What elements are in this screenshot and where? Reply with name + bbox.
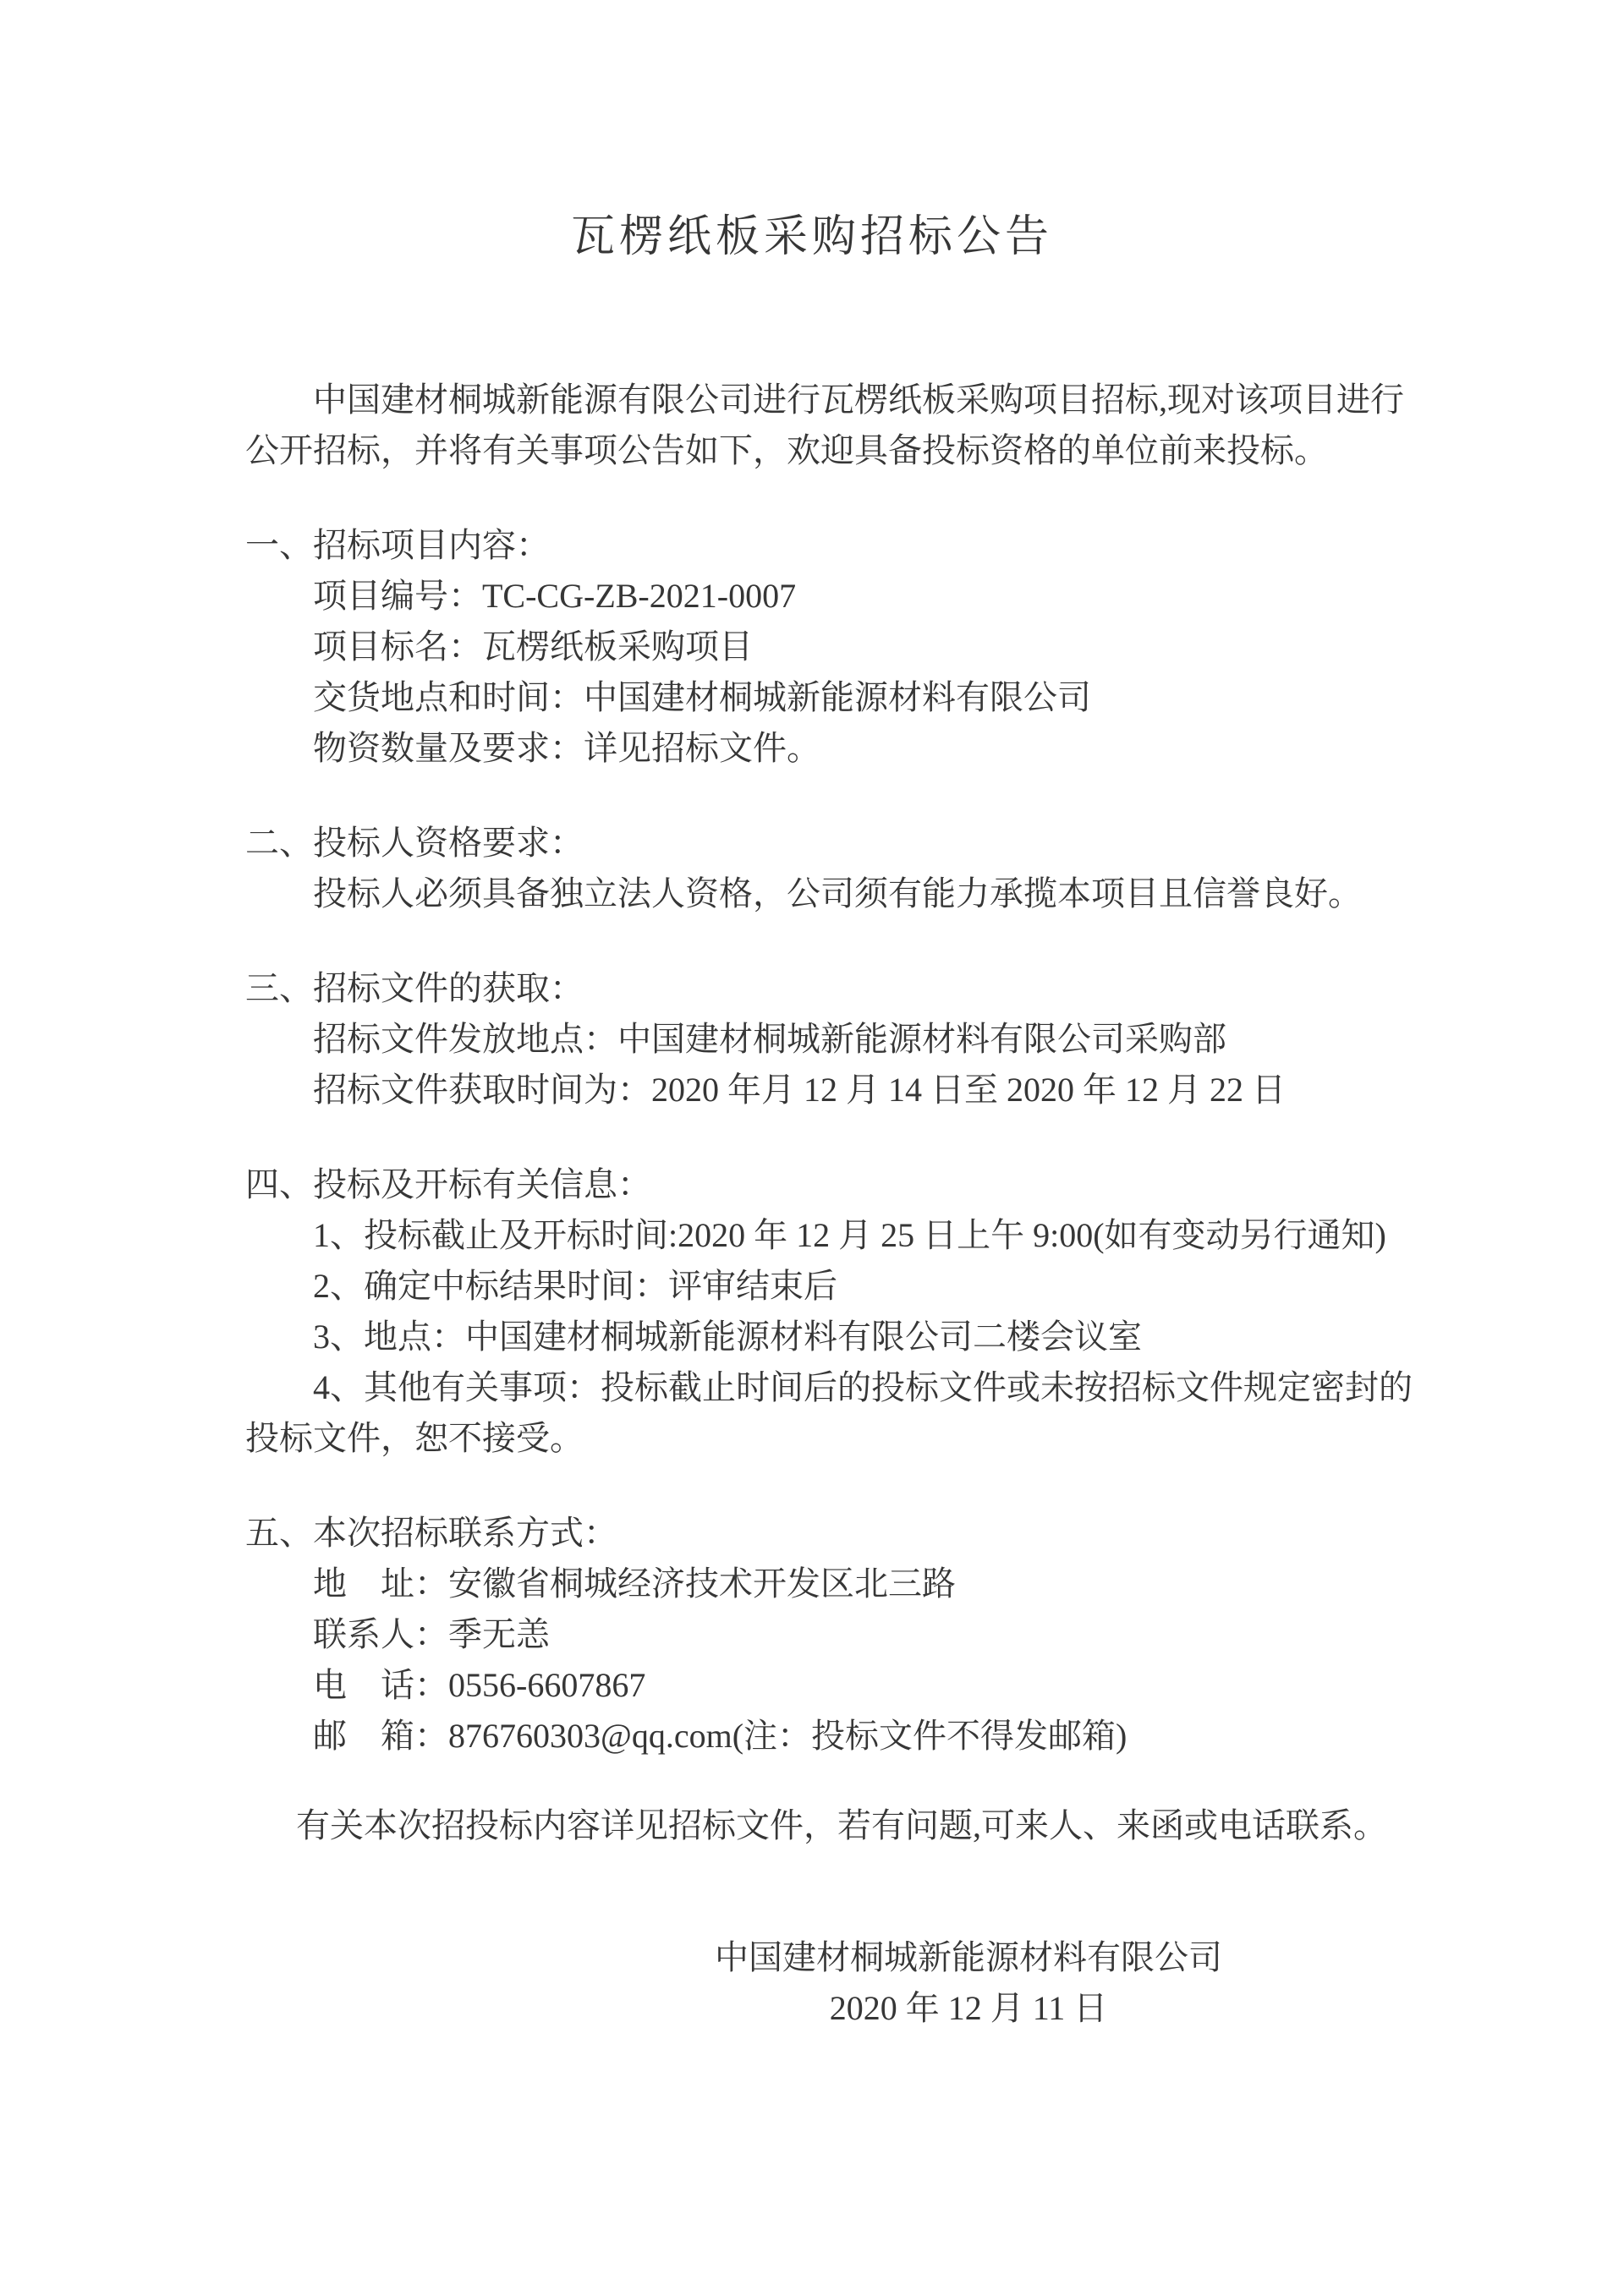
intro-line-2: 公开招标，并将有关事项公告如下，欢迎具备投标资格的单位前来投标。: [245, 431, 1328, 469]
material-quantity-line: 物资数量及要求：详见招标文件。: [313, 729, 820, 767]
section-5-heading: 五、本次招标联系方式：: [245, 1514, 617, 1552]
signature-company-name: 中国建材桐城新能源材料有限公司: [715, 1938, 1222, 1976]
other-matters-line-1: 4、其他有关事项：投标截止时间后的投标文件或未按招标文件规定密封的: [313, 1368, 1413, 1406]
closing-paragraph: [245, 1800, 1387, 1851]
section-bidder-qualification: [245, 818, 1379, 919]
qualification-requirement-line: 投标人必须具备独立法人资格，公司须有能力承揽本项目且信誉良好。: [313, 874, 1362, 912]
document-acquire-time-line: 招标文件获取时间为：2020 年月 12 月 14 日至 2020 年 12 月 22 日: [313, 1071, 1286, 1109]
section-bid-opening-info: [245, 1159, 1413, 1464]
section-4-heading: 四、投标及开标有关信息：: [245, 1165, 651, 1203]
section-document-acquisition: [245, 963, 1379, 1115]
contact-email-line: 邮 箱：876760303@qq.com(注：投标文件不得发邮箱): [313, 1717, 1127, 1755]
closing-line: 有关本次招投标内容详见招标文件，若有问题,可来人、来函或电话联系。: [296, 1806, 1387, 1844]
section-2-heading: 二、投标人资格要求：: [245, 824, 584, 862]
contact-address-line: 地 址：安徽省桐城经济技术开发区北三路: [313, 1564, 956, 1603]
section-contact-info: [245, 1508, 1379, 1762]
bid-deadline-line: 1、投标截止及开标时间:2020 年 12 月 25 日上午 9:00(如有变动另行通知): [313, 1216, 1386, 1254]
delivery-place-time-line: 交货地点和时间：中国建材桐城新能源材料有限公司: [313, 678, 1091, 716]
intro-paragraph: [245, 375, 1404, 476]
other-matters-line-2: 投标文件，恕不接受。: [245, 1419, 584, 1457]
contact-person-line: 联系人：季无恙: [313, 1615, 550, 1653]
page-title: 瓦楞纸板采购招标公告: [570, 213, 1053, 261]
intro-line-1: 中国建材桐城新能源有限公司进行瓦楞纸板采购项目招标,现对该项目进行: [313, 381, 1404, 419]
project-number-line: 项目编号：TC-CG-ZB-2021-0007: [313, 577, 797, 615]
award-result-time-line: 2、确定中标结果时间：评审结束后: [313, 1267, 837, 1305]
document-issue-place-line: 招标文件发放地点：中国建材桐城新能源材料有限公司采购部: [313, 1020, 1226, 1058]
section-1-heading: 一、招标项目内容：: [245, 526, 550, 564]
project-name-line: 项目标名：瓦楞纸板采购项目: [313, 627, 753, 666]
section-tender-project-content: [245, 520, 1379, 774]
bid-opening-place-line: 3、地点：中国建材桐城新能源材料有限公司二楼会议室: [313, 1318, 1142, 1356]
section-3-heading: 三、招标文件的获取：: [245, 969, 584, 1007]
contact-phone-line: 电 话：0556-6607867: [313, 1666, 646, 1704]
signature-date: 2020 年 12 月 11 日: [829, 1989, 1108, 2027]
signature-block: [715, 1932, 1222, 2034]
